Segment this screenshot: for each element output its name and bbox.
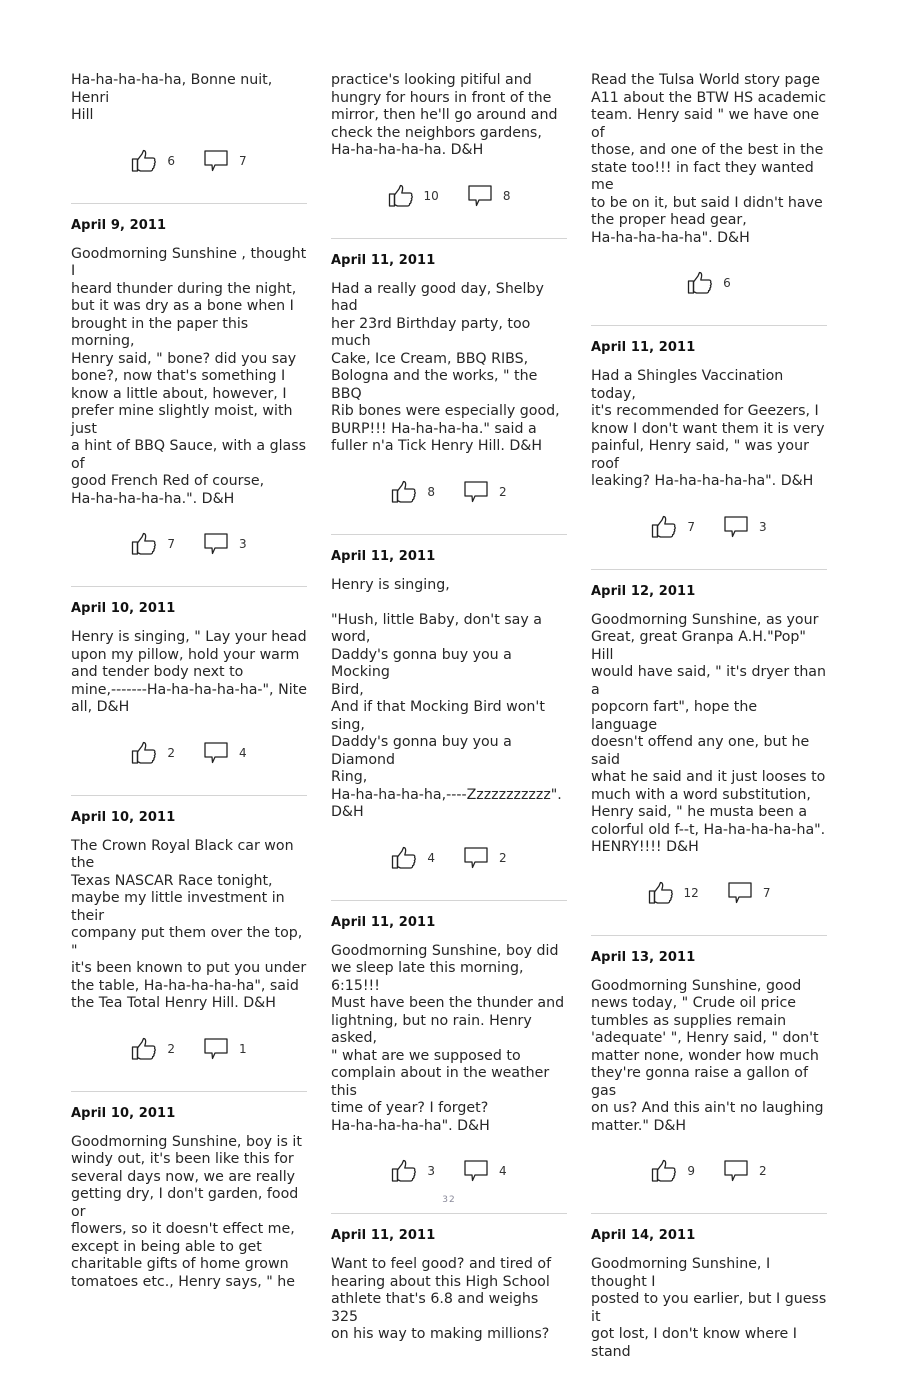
post-date: April 12, 2011 [591,583,696,599]
page-number: 32 [442,1195,456,1205]
post-text: Want to feel good? and tired of hearing about this High School athlete that's 6.8 and weighs 325 on his way to making millions? [331,1256,552,1342]
comment-bubble-icon [203,149,229,173]
post-actions [591,499,827,555]
post-actions [331,464,567,520]
post-actions [591,865,827,921]
like-count: 2 [167,1041,175,1056]
thumbs-up-icon [131,149,157,173]
post-date: April 11, 2011 [331,252,436,268]
like-button[interactable] [388,184,439,208]
comment-bubble-icon [727,881,753,905]
post-date: April 10, 2011 [71,1105,176,1121]
post-text: Goodmorning Sunshine , thought I heard thunder during the night, but it was dry as a bone when I brought in the paper this morning, Henry said, " bone? did you say bone?, now that's something I know a little about, however, I prefer mine slightly moist, with just a hint of BBQ Sauce, with a glass of good French Red of course, Ha-ha-ha-ha-ha.". D&H [71,245,307,507]
comment-bubble-icon [203,741,229,765]
post [331,915,567,1215]
post [71,218,307,588]
thumbs-up-icon [651,1159,677,1183]
like-count: 7 [687,519,695,534]
thumbs-up-icon [687,271,713,295]
thumbs-up-icon [131,1037,157,1061]
column-1 [71,72,307,1319]
post [71,1106,307,1306]
like-button[interactable] [651,1159,695,1183]
like-button[interactable] [131,1037,175,1061]
post-text: Goodmorning Sunshine, boy did we sleep late this morning, 6:15!!! Must have been the thunder and lightning, but no rain. Henry asked, " what are we supposed to complain about in the weather this time of year? I forget? Ha-ha-ha-ha-ha". D&H [331,942,565,1134]
post-actions [331,830,567,886]
comment-count: 7 [762,885,771,900]
comment-button[interactable] [203,1037,247,1061]
comment-button[interactable] [467,184,511,208]
comment-bubble-icon [723,1159,749,1183]
comment-bubble-icon [203,532,229,556]
post-date: April 11, 2011 [331,548,436,564]
like-count: 6 [167,153,175,168]
post-actions [71,516,307,572]
comment-count: 8 [502,188,511,203]
post-text: Ha-ha-ha-ha-ha, Bonne nuit, Henri Hill [71,72,273,123]
like-count: 6 [723,276,731,290]
comment-bubble-icon [463,1159,489,1183]
post [591,340,827,570]
post-date: April 10, 2011 [71,809,176,825]
thumbs-up-icon [648,881,674,905]
thumbs-up-icon [131,532,157,556]
comment-count: 3 [239,537,247,551]
comment-button[interactable] [723,515,767,539]
comment-button[interactable] [203,149,247,173]
post [331,1228,567,1358]
thumbs-up-icon [651,515,677,539]
comment-count: 3 [759,519,767,534]
post-text: practice's looking pitiful and hungry for hours in front of the mirror, then he'll go around and check the neighbors gardens, Ha-ha-ha-ha-ha. D&H [331,72,558,158]
post [591,584,827,936]
post [591,950,827,1215]
comment-button[interactable] [727,881,771,905]
post-text: Goodmorning Sunshine, boy is it windy out, it's been like this for several days now, we are really getting dry, I don't garden, food or flowers, so it doesn't effect me, except in being able to get charitable gifts of home grown tomatoes etc., Henry says, " he [71,1133,302,1290]
post-text: Henry is singing, "Hush, little Baby, don't say a word, Daddy's gonna buy you a Mocking Bird, And if that Mocking Bird won't sing, Daddy's gonna buy you a Diamond Ring, Ha-ha-ha-ha-ha,----Zzzzzzzzzzz". D&H [331,576,562,820]
column-3 [591,72,827,1389]
post-actions [71,133,307,189]
comment-bubble-icon [723,515,749,539]
post-date: April 9, 2011 [71,217,167,233]
like-count: 7 [167,537,175,551]
comment-bubble-icon [463,480,489,504]
comment-count: 2 [499,484,507,499]
like-count: 10 [423,188,439,203]
like-button[interactable] [391,1159,435,1183]
comment-bubble-icon [203,1037,229,1061]
post [591,72,827,326]
post-text: Had a Shingles Vaccination today, it's recommended for Geezers, I know I don't want them it is very painful, Henry said, " was your roof leaking? Ha-ha-ha-ha-ha". D&H [591,368,825,489]
comment-button[interactable] [203,532,247,556]
post-actions [591,1143,827,1199]
post [591,1228,827,1375]
post-actions [331,168,567,224]
thumbs-up-icon [388,184,414,208]
post [71,810,307,1092]
like-button[interactable] [391,846,435,870]
post-actions [71,725,307,781]
post-date: April 14, 2011 [591,1228,696,1243]
like-count: 4 [427,850,435,865]
comment-count: 4 [499,1164,507,1178]
thumbs-up-icon [131,741,157,765]
like-button[interactable] [687,271,731,295]
post [71,601,307,796]
post [71,72,307,204]
post [331,253,567,535]
post-text: Had a really good day, Shelby had her 23rd Birthday party, too much Cake, Ice Cream, BBQ RIBS, Bologna and the works, " the BBQ Rib bones were especially good, BURP!!! Ha-ha-ha-ha." said a fuller n'a Tick Henry Hill. D&H [331,280,560,454]
comment-count: 7 [239,153,247,168]
like-button[interactable] [648,881,699,905]
thumbs-up-icon [391,480,417,504]
comment-button[interactable] [463,1159,507,1183]
post-date: April 10, 2011 [71,601,176,616]
like-button[interactable] [651,515,695,539]
post-text: Henry is singing, " Lay your head upon my pillow, hold your warm and tender body next to mine,-------Ha-ha-ha-ha-ha-", Nite all, D&H [71,629,307,715]
comment-count: 2 [499,850,507,865]
post-text: The Crown Royal Black car won the Texas NASCAR Race tonight, maybe my little investment in their company put them over the top, " it's been known to put you under the table, Ha-ha-ha-ha-ha", said the Tea Total Henry Hill. D&H [71,837,307,1011]
thumbs-up-icon [391,1159,417,1183]
post [331,72,567,239]
comment-count: 2 [759,1164,767,1178]
comment-bubble-icon [463,846,489,870]
like-count: 9 [687,1164,695,1178]
post-date: April 11, 2011 [591,340,696,355]
post-text: Goodmorning Sunshine, as your Great, great Granpa A.H."Pop" Hill would have said, " it's dryer than a popcorn fart", hope the language doesn't offend any one, but he said what he said and it just looses to much with a word substitution, Henry said, " he musta been a colorful old f--t, Ha-ha-ha-ha-ha". HENRY!!!! D&H [591,611,826,855]
thumbs-up-icon [391,846,417,870]
comment-count: 4 [239,745,247,760]
like-button[interactable] [391,480,435,504]
comment-button[interactable] [723,1159,767,1183]
comment-button[interactable] [203,741,247,765]
post-actions [71,1021,307,1077]
post-text: Read the Tulsa World story page A11 about the BTW HS academic team. Henry said " we have one of those, and one of the best in the state too!!! in fact they wanted me to be on it, but said I didn't have the proper head gear, Ha-ha-ha-ha-ha". D&H [591,72,827,246]
like-button[interactable] [131,741,175,765]
post-actions [331,1143,567,1199]
post-date: April 13, 2011 [591,949,696,965]
like-count: 3 [427,1164,435,1178]
like-count: 8 [427,484,435,499]
like-button[interactable] [131,532,175,556]
comment-button[interactable] [463,846,507,870]
like-count: 12 [683,885,699,900]
like-button[interactable] [131,149,175,173]
post-date: April 11, 2011 [331,914,436,930]
post-text: Goodmorning Sunshine, I thought I posted to you earlier, but I guess it got lost, I don't know where I stand [591,1256,827,1360]
post-text: Goodmorning Sunshine, good news today, " Crude oil price tumbles as supplies remain 'adequate' ", Henry said, " don't matter none, wonder how much they're gonna raise a gallon of gas on us? And this ain't no laughing matter." D&H [591,977,824,1134]
post-actions [591,255,827,311]
column-2 [331,72,567,1372]
like-count: 2 [167,745,175,760]
comment-button[interactable] [463,480,507,504]
post [331,549,567,901]
comment-bubble-icon [467,184,493,208]
post-date: April 11, 2011 [331,1228,436,1243]
comment-count: 1 [239,1041,247,1056]
